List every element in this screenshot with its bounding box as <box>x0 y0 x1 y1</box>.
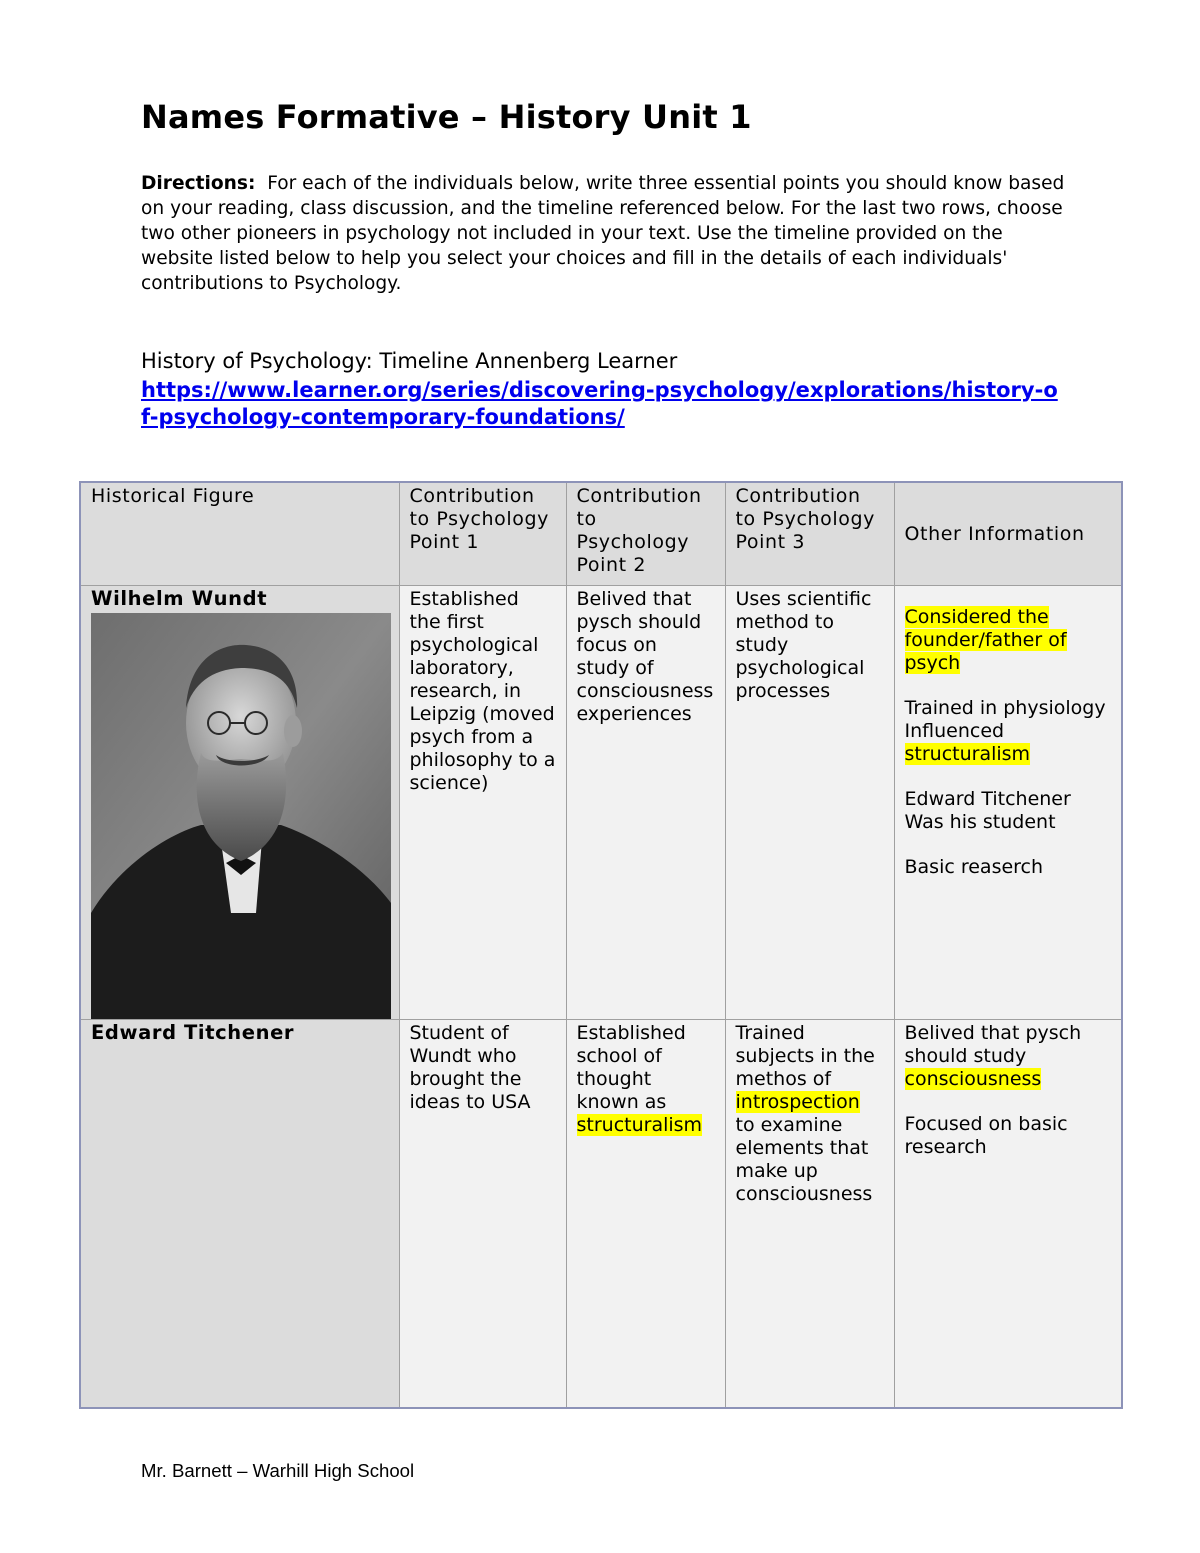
header-point-2: Contribution to Psychology Point 2 <box>566 482 725 586</box>
titchener-point-2-text: Established school of thought known as <box>576 1022 686 1113</box>
directions-paragraph <box>141 171 1071 296</box>
wundt-other-founder <box>905 606 1112 675</box>
directions-label: Directions: <box>141 173 256 194</box>
wundt-other-trained <box>905 697 1112 766</box>
wundt-trained-text: Trained in physiology Influenced <box>904 697 1106 742</box>
titchener-point-2 <box>566 1020 725 1408</box>
wundt-other-basic-research: Basic reaserch <box>904 856 1044 878</box>
table-row <box>80 1020 1122 1408</box>
document-title: Names Formative – History Unit 1 <box>141 98 752 136</box>
titchener-other-info <box>894 1020 1122 1408</box>
table-header-row <box>80 482 1122 586</box>
figure-name-wundt: Wilhelm Wundt <box>91 587 268 610</box>
timeline-heading: History of Psychology: Timeline Annenberg Learner <box>141 349 678 373</box>
titchener-structuralism-highlight: structuralism <box>576 1114 703 1136</box>
titchener-point-3 <box>725 1020 894 1408</box>
header-other-information: Other Information <box>894 482 1122 586</box>
wundt-point-2: Belived that pysch should focus on study of consciousness experiences <box>566 586 725 1020</box>
titchener-other-consciousness <box>905 1022 1112 1091</box>
header-point-3: Contribution to Psychology Point 3 <box>725 482 894 586</box>
figure-cell-titchener <box>80 1020 399 1408</box>
header-point-1: Contribution to Psychology Point 1 <box>399 482 566 586</box>
header-historical-figure: Historical Figure <box>80 482 399 586</box>
titchener-other-basic-research: Focused on basic research <box>904 1113 1068 1158</box>
titchener-introspection-highlight: introspection <box>735 1091 860 1113</box>
titchener-other-text: Belived that pysch should study <box>904 1022 1082 1067</box>
directions-text: For each of the individuals below, write three essential points you should know based on your reading, class discussion, and the timeline referenced below. For the last two rows, choose two other pioneers in psychology not included in your text. Use the timeline provided on the website listed below to help you select your choices and fill in the details of each individuals' contributions to Psychology. <box>141 173 1065 294</box>
figure-cell-wundt <box>80 586 399 1020</box>
wundt-founder-highlight: Considered the founder/father of psych <box>904 606 1067 674</box>
table-row <box>80 586 1122 1020</box>
names-table <box>79 481 1123 1409</box>
wundt-point-1: Established the first psychological laboratory, research, in Leipzig (moved psych from a philosophy to a science) <box>399 586 566 1020</box>
wundt-other-student: Edward Titchener Was his student <box>904 788 1071 833</box>
footer-text: Mr. Barnett – Warhill High School <box>141 1460 415 1481</box>
titchener-point-1: Student of Wundt who brought the ideas to USA <box>399 1020 566 1408</box>
wundt-structuralism-highlight: structuralism <box>904 743 1031 765</box>
wundt-portrait-image <box>91 613 391 1019</box>
titchener-consciousness-highlight: consciousness <box>904 1068 1042 1090</box>
titchener-point-3-text-c: to examine elements that make up consciousness <box>735 1114 873 1205</box>
titchener-point-3-text-a: Trained subjects in the methos of <box>735 1022 875 1090</box>
timeline-link[interactable]: https://www.learner.org/series/discovering-psychology/explorations/history-of-psychology-contemporary-foundations/ <box>141 378 1058 429</box>
wundt-other-info <box>894 586 1122 1020</box>
wundt-point-3: Uses scientific method to study psychological processes <box>725 586 894 1020</box>
figure-name-titchener: Edward Titchener <box>91 1021 295 1044</box>
